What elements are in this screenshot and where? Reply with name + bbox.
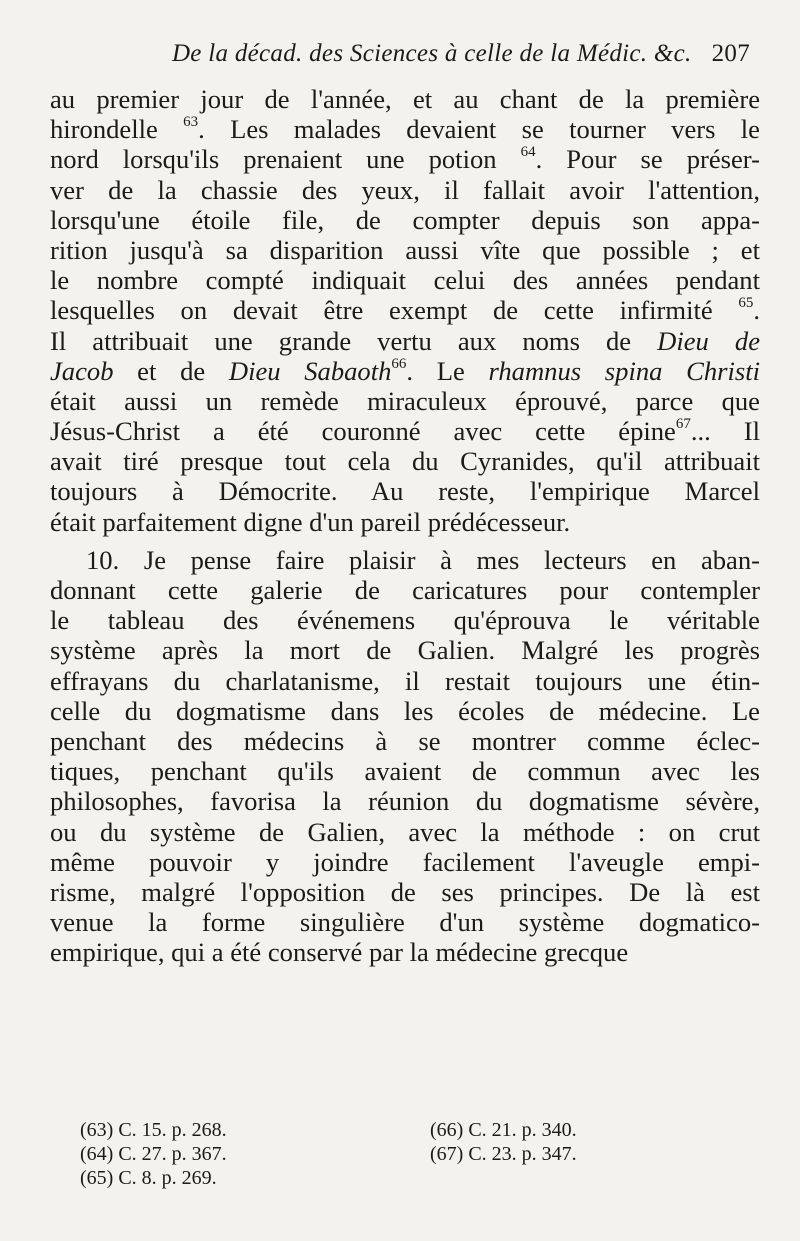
text-line: tiques, penchant qu'ils avaient de commun avec les <box>50 756 760 787</box>
running-head <box>50 40 750 84</box>
body-text <box>50 84 760 967</box>
text-line: Il attribuait une grande vertu aux noms de Dieu de <box>50 325 760 356</box>
text-line: effrayans du charlatanisme, il restait toujours une étin- <box>50 665 760 696</box>
text-line: nord lorsqu'ils prenaient une potion $^{64}$. Pour se préser- <box>50 144 760 175</box>
footnote-marker: 65 <box>738 295 754 312</box>
running-title: De la décad. des Sciences à celle de la Médic. &c. <box>171 40 692 67</box>
footnote: (64) C. 27. p. 367. <box>80 1143 227 1165</box>
text-line: lorsqu'une étoile file, de compter depuis son appa- <box>50 204 760 235</box>
text-line: Jacob et de Dieu Sabaoth$^{66}$. Le rhamnus spina Christi <box>50 355 761 386</box>
footnote-marker: 67 <box>675 416 691 433</box>
text-line: même pouvoir y joindre facilement l'aveugle empi- <box>50 846 760 877</box>
text-line: 10. Je pense faire plaisir à mes lecteurs en aban- <box>86 544 760 575</box>
text-line: empirique, qui a été conservé par la médecine grecque <box>50 937 629 968</box>
text-line: système après la mort de Galien. Malgré les progrès <box>50 635 760 666</box>
text-line: au premier jour de l'année, et au chant de la première <box>50 84 760 114</box>
text-line: donnant cette galerie de caricatures pour contempler <box>50 575 760 605</box>
text-line: lesquelles on devait être exempt de cette infirmité $^{65}$. <box>50 295 760 326</box>
text-line: venue la forme singulière d'un système dogmatico- <box>50 907 760 938</box>
text-line: hirondelle $^{63}$. Les malades devaient se tourner vers le <box>50 114 760 145</box>
text-line: était aussi un remède miraculeux éprouvé, parce que <box>50 385 760 416</box>
footnote: (63) C. 15. p. 268. <box>80 1119 227 1141</box>
text-line: rition jusqu'à sa disparition aussi vîte que possible ; et <box>50 234 760 265</box>
text-line: était parfaitement digne d'un pareil prédécesseur. <box>50 506 571 537</box>
footnotes <box>80 1118 730 1190</box>
text-line: ou du système de Galien, avec la méthode : on crut <box>50 816 760 847</box>
paragraph-1 <box>50 84 760 537</box>
text-line: avait tiré presque tout cela du Cyranides, qu'il attribuait <box>50 446 760 477</box>
footnote-marker: 64 <box>520 144 536 161</box>
text-line: philosophes, favorisa la réunion du dogmatisme sévère, <box>50 786 760 817</box>
footnote-marker: 63 <box>183 114 199 131</box>
text-line: toujours à Démocrite. Au reste, l'empirique Marcel <box>50 476 760 507</box>
text-line: ver de la chassie des yeux, il fallait avoir l'attention, <box>50 174 760 205</box>
footnote-marker: 66 <box>391 355 407 372</box>
paragraph-2 <box>50 545 760 968</box>
text-line: le nombre compté indiquait celui des années pendant <box>50 265 760 296</box>
footnote: (65) C. 8. p. 269. <box>80 1167 217 1189</box>
text-line: celle du dogmatisme dans les écoles de médecine. Le <box>50 695 760 726</box>
text-line: le tableau des événemens qu'éprouva le véritable <box>50 605 760 636</box>
text-line: risme, malgré l'opposition de ses principes. De là est <box>50 876 760 907</box>
footnote: (67) C. 23. p. 347. <box>430 1143 577 1165</box>
footnote: (66) C. 21. p. 340. <box>430 1119 577 1141</box>
text-line: penchant des médecins à se montrer comme éclec- <box>50 725 760 756</box>
page-number: 207 <box>711 40 750 67</box>
text-line: Jésus-Christ a été couronné avec cette épine$^{67}$... Il <box>50 416 760 447</box>
